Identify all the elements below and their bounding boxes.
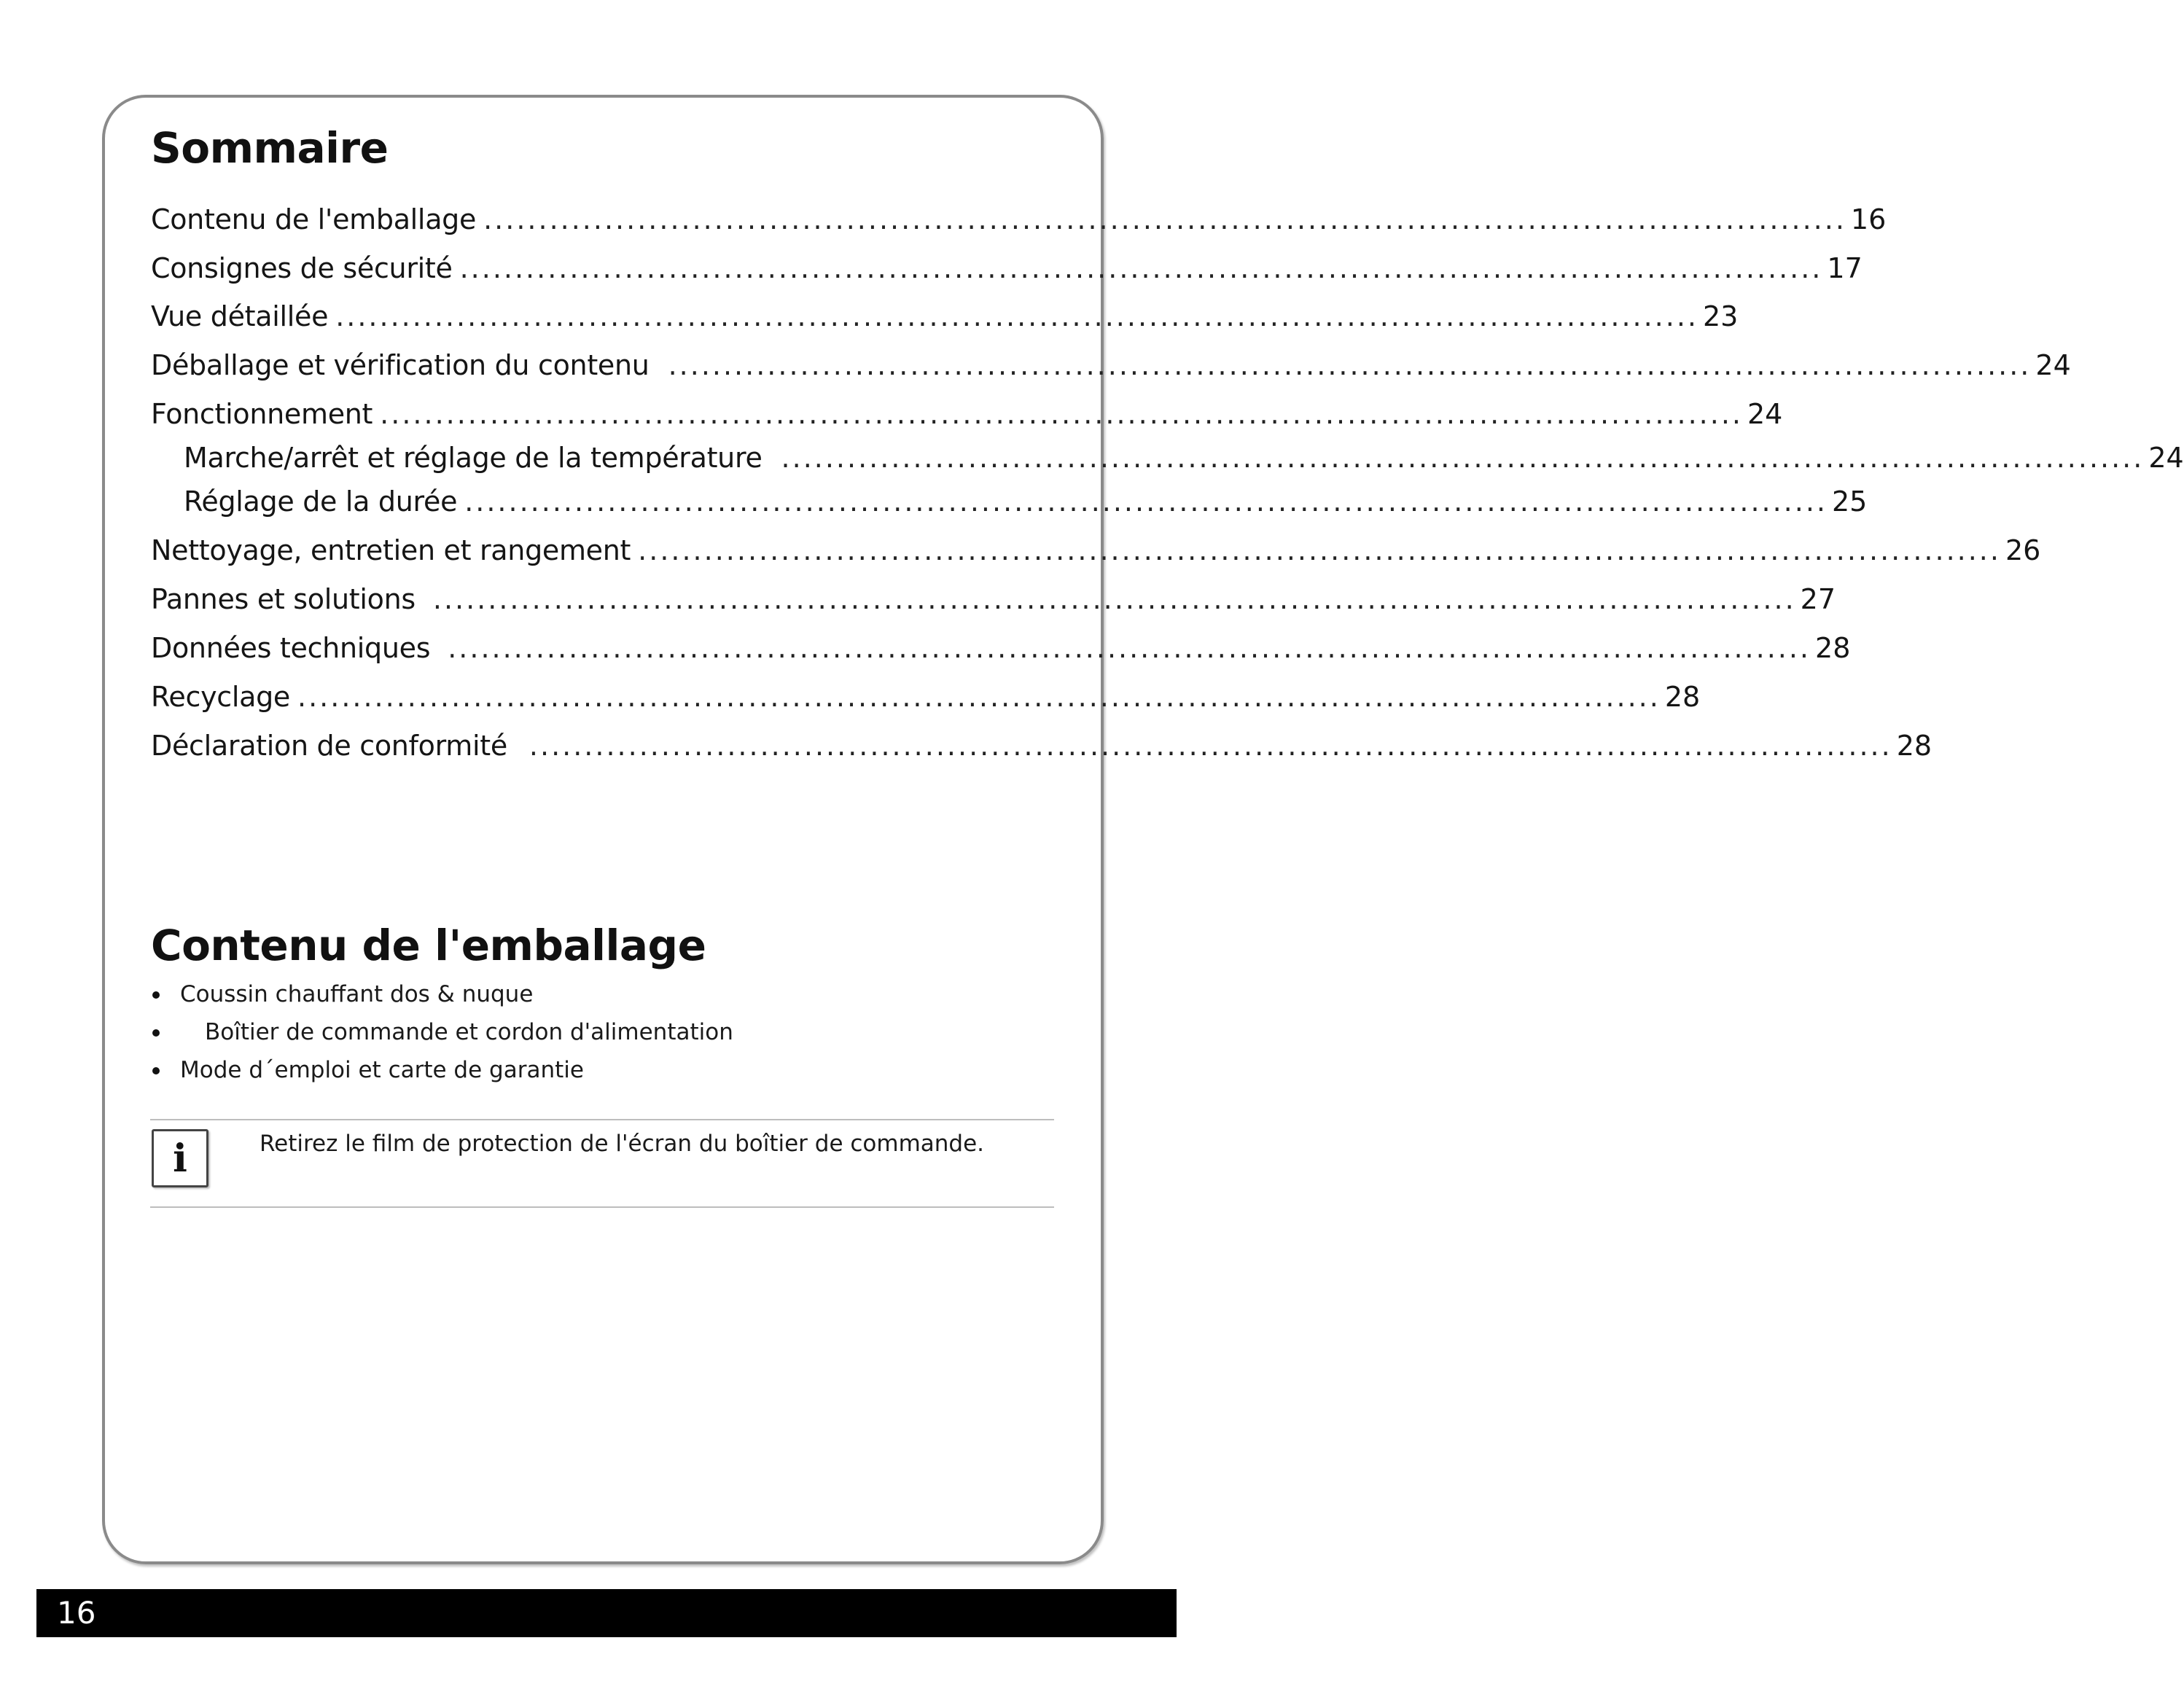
- toc-entry-page: 25: [1832, 485, 1868, 518]
- toc-entry-operation[interactable]: [151, 396, 1783, 432]
- toc-entry-page: 28: [1815, 632, 1851, 664]
- toc-entry-title: Consignes de sécurité: [151, 252, 453, 284]
- toc-entry-unpacking[interactable]: [151, 347, 2071, 383]
- toc-leader-dots: ............................................................................................................................: [668, 349, 2032, 381]
- toc-entry-title: Vue détaillée: [151, 300, 329, 332]
- toc-leader-dots: ............................................................................................................................: [335, 300, 1699, 332]
- toc-entry-title: Déclaration de conformité: [151, 730, 507, 762]
- toc-entry-duration[interactable]: [184, 483, 1868, 520]
- info-note-text: Retirez le film de protection de l'écran du boîtier de commande.: [260, 1131, 985, 1157]
- toc-entry-cleaning[interactable]: [151, 532, 2041, 569]
- package-heading: Contenu de l'emballage: [151, 921, 706, 970]
- list-item-text: Mode d´emploi et carte de garantie: [180, 1057, 584, 1083]
- toc-leader-dots: ............................................................................................................................: [448, 632, 1811, 664]
- toc-entry-page: 23: [1703, 300, 1739, 332]
- toc-entry-on-off-temperature[interactable]: [184, 440, 2184, 476]
- bullet-icon: [152, 1067, 160, 1074]
- toc-entry-page: 24: [1747, 398, 1783, 430]
- toc-leader-dots: ............................................................................................................................: [464, 485, 1828, 518]
- toc-entry-title: Contenu de l'emballage: [151, 203, 477, 235]
- info-note: [150, 1119, 1054, 1208]
- footer-bar: [36, 1589, 1177, 1637]
- list-item: [151, 975, 1055, 1013]
- toc-entry-page: 26: [2005, 534, 2041, 566]
- list-item-text: Boîtier de commande et cordon d'alimentation: [205, 1019, 733, 1045]
- toc-entry-title: Recyclage: [151, 681, 290, 713]
- toc-entry-title: Données techniques: [151, 632, 431, 664]
- toc-entry-title: Pannes et solutions: [151, 583, 416, 615]
- toc-entry-title: Déballage et vérification du contenu: [151, 349, 650, 381]
- toc-leader-dots: ............................................................................................................................: [459, 252, 1823, 284]
- toc-entry-technical-data[interactable]: [151, 630, 1851, 666]
- list-item-text: Coussin chauffant dos & nuque: [180, 981, 534, 1007]
- toc-entry-page: 17: [1827, 252, 1863, 284]
- info-icon: i: [152, 1129, 208, 1187]
- toc-entry-title: Nettoyage, entretien et rangement: [151, 534, 631, 566]
- package-contents-list: [151, 975, 1055, 1089]
- toc-entry-page: 27: [1800, 583, 1836, 615]
- toc-leader-dots: ............................................................................................................................: [297, 681, 1661, 713]
- toc-entry-safety[interactable]: [151, 250, 1863, 286]
- toc-leader-dots: ............................................................................................................................: [529, 730, 1892, 762]
- toc-entry-page: 28: [1664, 681, 1701, 713]
- toc-entry-page: 28: [1896, 730, 1933, 762]
- toc-leader-dots: ............................................................................................................................: [380, 398, 1743, 430]
- toc-leader-dots: ............................................................................................................................: [432, 583, 1796, 615]
- toc-entry-recycling[interactable]: [151, 679, 1701, 715]
- bullet-icon: [152, 991, 160, 999]
- toc-entry-overview[interactable]: [151, 298, 1739, 335]
- toc-entry-title: Marche/arrêt et réglage de la température: [184, 442, 763, 474]
- toc-entry-conformity[interactable]: [151, 727, 1933, 764]
- toc-entry-title: Réglage de la durée: [184, 485, 458, 518]
- toc-leader-dots: ............................................................................................................................: [781, 442, 2145, 474]
- toc-entry-page: 24: [2035, 349, 2071, 381]
- bullet-icon: [152, 1029, 160, 1037]
- toc-heading: Sommaire: [151, 123, 389, 173]
- table-of-contents: [0, 0, 2184, 802]
- toc-entry-title: Fonctionnement: [151, 398, 373, 430]
- toc-entry-packaging[interactable]: [151, 201, 1887, 238]
- list-item: [151, 1051, 1055, 1089]
- toc-entry-page: 24: [2148, 442, 2184, 474]
- toc-entry-page: 16: [1850, 203, 1887, 235]
- page-number: 16: [57, 1595, 96, 1631]
- toc-leader-dots: ............................................................................................................................: [638, 534, 2001, 566]
- toc-entry-troubleshooting[interactable]: [151, 581, 1836, 617]
- list-item: [151, 1013, 1055, 1051]
- toc-leader-dots: ............................................................................................................................: [483, 203, 1846, 235]
